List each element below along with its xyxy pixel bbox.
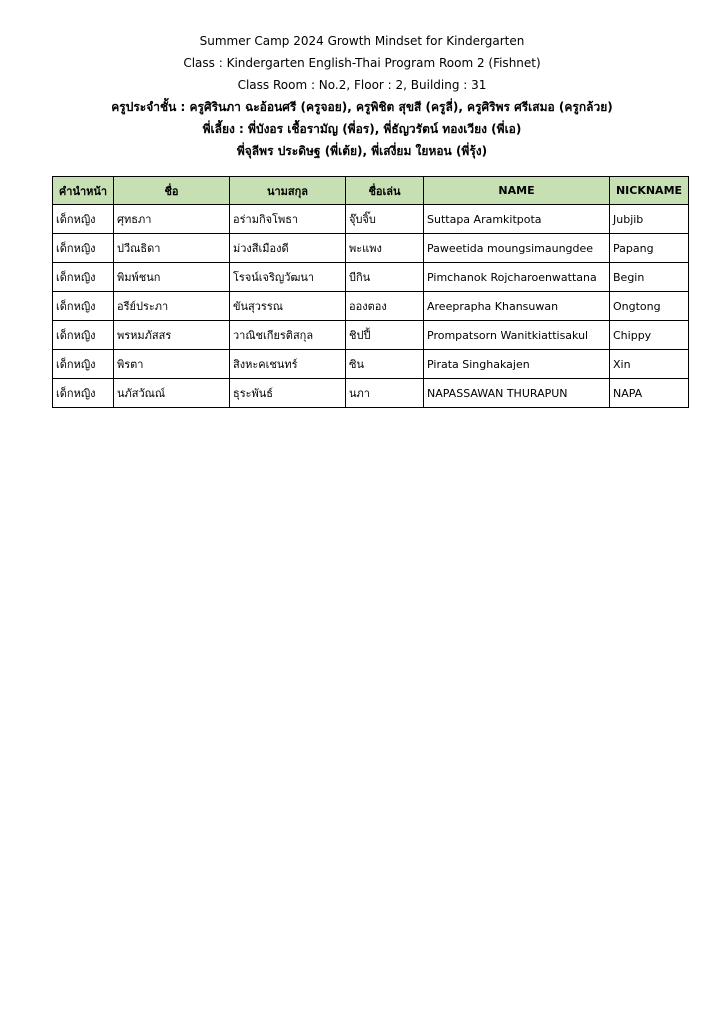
cell-last-name: วาณิชเกียรติสกุล bbox=[230, 321, 346, 350]
cell-first-name: ปวีณธิดา bbox=[114, 234, 230, 263]
cell-last-name: อร่ามกิจโพธา bbox=[230, 205, 346, 234]
cell-prefix: เด็กหญิง bbox=[53, 379, 114, 408]
column-header-name: NAME bbox=[424, 177, 610, 205]
cell-nickname: Ongtong bbox=[610, 292, 689, 321]
document-title: Summer Camp 2024 Growth Mindset for Kindergarten bbox=[199, 34, 525, 48]
cell-prefix: เด็กหญิง bbox=[53, 205, 114, 234]
cell-first-name: พรหมภัสสร bbox=[114, 321, 230, 350]
table-row bbox=[53, 321, 689, 350]
cell-nickname: Begin bbox=[610, 263, 689, 292]
cell-name: Pimchanok Rojcharoenwattana bbox=[424, 263, 610, 292]
cell-prefix: เด็กหญิง bbox=[53, 350, 114, 379]
cell-last-name: ม่วงสีเมืองดี bbox=[230, 234, 346, 263]
student-roster-table bbox=[52, 176, 689, 408]
cell-name: Pirata Singhakajen bbox=[424, 350, 610, 379]
column-header-nickname-thai: ชื่อเล่น bbox=[346, 177, 424, 205]
cell-prefix: เด็กหญิง bbox=[53, 234, 114, 263]
cell-prefix: เด็กหญิง bbox=[53, 321, 114, 350]
table-row bbox=[53, 379, 689, 408]
cell-name: NAPASSAWAN THURAPUN bbox=[424, 379, 610, 408]
column-header-nickname: NICKNAME bbox=[610, 177, 689, 205]
cell-nickname-thai: ชิปปี้ bbox=[346, 321, 424, 350]
cell-name: Suttapa Aramkitpota bbox=[424, 205, 610, 234]
table-header-row bbox=[53, 177, 689, 205]
cell-nickname-thai: นภา bbox=[346, 379, 424, 408]
cell-name: Paweetida moungsimaungdee bbox=[424, 234, 610, 263]
table-row bbox=[53, 350, 689, 379]
cell-last-name: ขันสุวรรณ bbox=[230, 292, 346, 321]
class-line: Class : Kindergarten English-Thai Program Room 2 (Fishnet) bbox=[183, 56, 541, 70]
caretakers-line-2: พี่จุลีพร ประดิษฐ (พี่เต้ย), พี่เสงี่ยม ใยหอน (พี่รุ้ง) bbox=[236, 144, 488, 158]
cell-nickname-thai: ซิน bbox=[346, 350, 424, 379]
cell-nickname-thai: พะแพง bbox=[346, 234, 424, 263]
cell-nickname: NAPA bbox=[610, 379, 689, 408]
cell-nickname-thai: บีกิน bbox=[346, 263, 424, 292]
cell-name: Prompatsorn Wanitkiattisakul bbox=[424, 321, 610, 350]
cell-first-name: อรีย์ประภา bbox=[114, 292, 230, 321]
cell-nickname: Jubjib bbox=[610, 205, 689, 234]
cell-nickname: Xin bbox=[610, 350, 689, 379]
cell-nickname-thai: อองตอง bbox=[346, 292, 424, 321]
table-row bbox=[53, 205, 689, 234]
cell-first-name: พิรตา bbox=[114, 350, 230, 379]
cell-nickname-thai: จุ๊บจิ๊บ bbox=[346, 205, 424, 234]
cell-nickname: Papang bbox=[610, 234, 689, 263]
cell-last-name: สิงหะคเชนทร์ bbox=[230, 350, 346, 379]
caretakers-line-1: พี่เลี้ยง : พี่บังอร เชื้อรามัญ (พี่อร), พี่ธัญวรัตน์ ทองเวียง (พี่เอ) bbox=[202, 122, 522, 136]
teachers-line: ครูประจำชั้น : ครูศิรินภา ฉะอ้อนศรี (ครูจอย), ครูพิชิต สุขสี (ครูลี่), ครูศิริพร ศรีเสมอ (ครูกล้วย) bbox=[111, 100, 613, 114]
cell-first-name: พิมพ์ชนก bbox=[114, 263, 230, 292]
cell-prefix: เด็กหญิง bbox=[53, 263, 114, 292]
table-row bbox=[53, 292, 689, 321]
cell-name: Areeprapha Khansuwan bbox=[424, 292, 610, 321]
cell-last-name: โรจน์เจริญวัฒนา bbox=[230, 263, 346, 292]
cell-prefix: เด็กหญิง bbox=[53, 292, 114, 321]
cell-last-name: ธุระพันธ์ bbox=[230, 379, 346, 408]
column-header-last-name: นามสกุล bbox=[230, 177, 346, 205]
cell-first-name: ศุทธภา bbox=[114, 205, 230, 234]
column-header-first-name: ชื่อ bbox=[114, 177, 230, 205]
table-row bbox=[53, 263, 689, 292]
cell-first-name: นภัสวัณณ์ bbox=[114, 379, 230, 408]
room-line: Class Room : No.2, Floor : 2, Building : 31 bbox=[237, 78, 487, 92]
table-row bbox=[53, 234, 689, 263]
cell-nickname: Chippy bbox=[610, 321, 689, 350]
document-header bbox=[0, 30, 724, 162]
column-header-prefix: คำนำหน้า bbox=[53, 177, 114, 205]
